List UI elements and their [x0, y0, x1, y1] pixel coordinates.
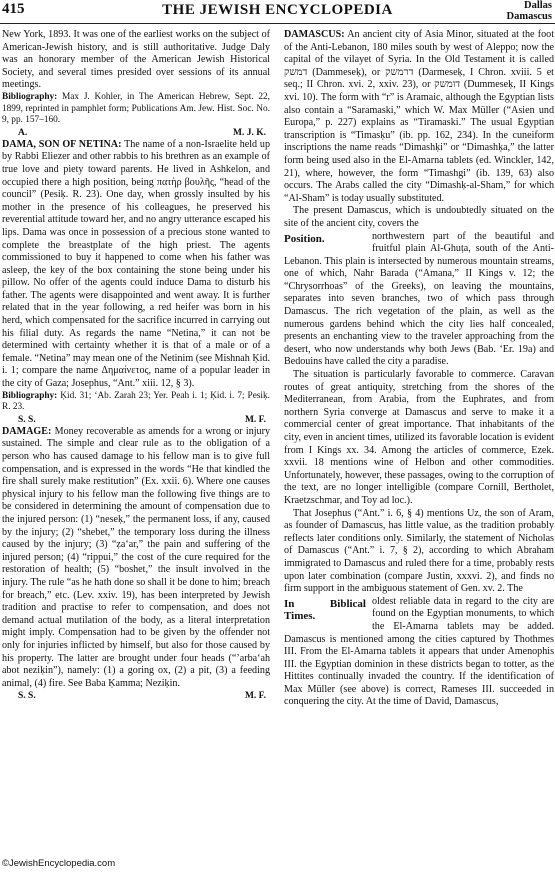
- entry-damascus: [284, 29, 554, 205]
- catchword-last: Damascus: [506, 11, 552, 22]
- bibliography-label: Bibliography:: [2, 390, 58, 401]
- entry-title-damage: DAMAGE:: [2, 425, 52, 437]
- catchword-first: Dallas: [523, 0, 552, 11]
- site-watermark: ©JewishEncyclopedia.com: [2, 858, 116, 869]
- catchwords: [506, 0, 552, 22]
- bibliography-label: Bibliography:: [2, 91, 58, 102]
- signature-right: M. F.: [244, 691, 266, 702]
- signature-right: M. F.: [244, 414, 266, 425]
- bibliography-text: Max J. Kohler, in The American Hebrew, Sept. 22, 1899, reprinted in pamphlet form; Publications Am. Jew. Hist. Soc. No. 9, pp. 157–160.: [2, 91, 270, 126]
- left-column: [2, 29, 270, 702]
- josephus-paragraph: That Josephus (“Ant.” i. 6, § 4) mentions Uz, the son of Aram, as founder of Damascus, has little value, as the tradition probably reflects later conditions only. Similarly, the statement of Nicholas of Damascus (“Ant.” i. 7, § 2), according to which Abraham immigrated to Damascus and ruled there for a time, probably rests upon later combination (compare Justin, xxxvi. 2), and finds no firm support in the ambiguous statement of Gen. xv. 2. The: [284, 507, 554, 595]
- bibliography-text: Ḳid. 31; ‘Ab. Zarah 23; Yer. Peah i. 1; Ḳid. i. 7; Pesiḳ. R. 23.: [2, 390, 270, 413]
- biblical-times-text: oldest reliable data in regard to the city are found on the Egyptian monuments, to which the El-Amarna tablets may be added. Damascus is mentioned among the cities captured by Thothmes III. From the El-Amarna tablets it appears that under Amenophis III. the Egyptian dominion in these districts began to totter, as the Hittites continually invaded the country. If the identification of Max Müller (see above) is correct, Rameses III. succeeded in conquering the city. At the time of David, Damascus,: [284, 595, 554, 708]
- signature-right: M. J. K.: [233, 127, 266, 138]
- biblical-times-paragraph: [284, 596, 554, 709]
- position-paragraph: [284, 231, 554, 370]
- running-title: THE JEWISH ENCYCLOPEDIA: [162, 2, 393, 18]
- entry-title-damascus: DAMASCUS:: [284, 29, 345, 40]
- commerce-paragraph: The situation is particularly favorable to commerce. Caravan routes of great antiquity, stretching from the shores of the Mediterranean, from Arabia, from the Euphrates, and from northern Syria converge at Damascus and serve to make it a commercial center of great importance. That inhabitants of the city, even in ancient times, utilized its favorable location is evident from I Kings xx. 34. Among the articles of commerce, Ezek. xxvii. 18 mentions wine of Helbon and other commodities. Unfortunately, however, these passages, owing to the corruption of the text, are no longer intelligible (compare Cornill, Bertholet, Kraetzschmar, and Toy ad loc.).: [284, 369, 554, 506]
- bibliography-daly: [2, 92, 270, 127]
- bibliography-dama: [2, 391, 270, 414]
- entry-damage: [2, 426, 270, 690]
- signature-left: S. S.: [18, 414, 36, 425]
- right-column: [284, 29, 554, 709]
- entry-text-dama: The name of a non-Israelite held up by Rabbi Eliezer and other rabbis to his brethren as an example of true love and piety toward parents. He lived in Ashkelon, and occupied there a high position, being πατὴρ βουλῆς, “head of the council” (Pesiḳ. R. 23). One day, when grossly insulted by his mother in the presence of his colleagues, he preserved his reverential attitude toward her, and no angry utterance escaped his lips. Dama was once in possession of a precious stone wanted to complete the breastplate of the high priest. The agents commissioned to buy it happened to come when his father was asleep, the key of the box containing the stone being under his pillow. No offer of the agents could induce Dama to disturb his father. The agents were disappointed and went away. It is further related that in the year following, a red heifer was born in his herd, which compensated for the sacrifice incurred in carrying out his filial duty. As regards the name “Netina,” it can not be determined with certainty whether it is that of a male or of a female. “Netina” may mean one of the Netinim (see Mishnah Ḳid. i. 1; compare the name Δημαίνετος, name of a popular leader in the city of Gaza; Josephus, “Ant.” xiii. 12, § 3).: [2, 138, 270, 390]
- header-rule: [0, 23, 555, 24]
- signature-dama: [2, 414, 270, 426]
- signature-damage: [2, 690, 270, 702]
- marginal-heading-position: Position.: [284, 232, 325, 245]
- signature-left: S. S.: [18, 691, 36, 702]
- entry-text-damage: Money recoverable as amends for a wrong or injury sustained. The simple and clear rule as to the obligation of a person who has caused damage to his fellow man is to give full compensation, and is expressed in the words “He that kindled the fire shall surely make restitution” (Ex. xxii. 6). Where one causes physical injury to his fellow man the following five things are to be considered in determining the amount of compensation due to the injured person: (1) “neseḳ,” the permanent loss, if any, caused by the injury; (2) “shebet,” the temporary loss during the illness caused by the injury; (3) “ẓa‘ar,” the pain and suffering of the injured person; (4) “rippui,” the cost of the cure required for the restoration of health; (5) “boshet,” the insult involved in the injury. The rule “as he hath done so shall it be done to him; breach for breach,” etc. (Lev. xxiv. 19), has been interpreted by Jewish tradition and practise to refer to compensation, and does not demand actual mutilation of the body, as a literal interpretation might imply. Compensation had to be given by the offender not only for injuries inflicted by himself, but also for those caused by his property. The latter are brought under four heads (“’arba‘ah abot neziḳin”), namely: (1) a goring ox, (2) a pit, (3) a feeding animal, (4) fire. See Baba Ḳamma; Neziḳin.: [2, 425, 270, 689]
- entry-text-damascus: An ancient city of Asia Minor, situated at the foot of the Anti-Lebanon, 180 miles south by west of Aleppo; now the capital of the vilayet of Syria. In the Old Testament it is called דמשק (Dammeseḳ), or דרמשק (Darmeseḳ, I Chron. xviii. 5 et seq.; II Chron. xvi. 2, xxiv. 23), or דומשק (Dummeseḳ, II Kings xvi. 10). The form with “r” is Aramaic, although the Egyptian lists also contain a “Saramaski,” which W. Max Müller (“Asien und Europa,” p. 227) explains as “Tiramaski.” The usual Egyptian transcription is “Timasḳu” (ib. pp. 162, 234). In the cuneiform inscriptions the name reads “Dimashḳi” or “Dimashḳa,” the latter form being used also in the El-Amarna tablets (ed. Winckler, 142, 21), where, however, the form “Timashgi” (ib. 139, 63) also occurs. The Arabs called the city “Dimashḳ-al-Sham,” for which “Al-Sham” is today usually substituted.: [284, 29, 554, 204]
- signature-daly: [2, 127, 270, 139]
- continuation-paragraph: New York, 1893. It was one of the earliest works on the subject of American-Jewish history, and is still authoritative. Judge Daly was an honorary member of the American Jewish Historical Society, and several times presided over sessions of its annual meetings.: [2, 29, 270, 91]
- position-intro: The present Damascus, which is undoubtedly situated on the site of the ancient city, covers the: [284, 205, 554, 229]
- position-text: northwestern part of the beautiful and fruitful plain Al-Ghuṭa, south of the Anti-Lebanon. This plain is intersected by numerous mountain streams, one of which, Nahr Barada (“Amana,” II Kings v. 12; the “Chrysorrhoas” of the Greeks), on leaving the mountains, separates into seven branches, two of which pass through Damascus. The rich vegetation of the plain, as well as the numerous gardens behind which the city lies half concealed, presents an enchanting view to the traveler approaching from the desert, who now understands why both Jews (Bab. ‘Er. 19a) and Bedouins have called the city a paradise.: [284, 230, 554, 368]
- signature-left: A.: [18, 127, 28, 138]
- entry-dama: [2, 139, 270, 391]
- page-number: 415: [2, 1, 25, 17]
- page-header: [0, 0, 555, 22]
- marginal-heading-biblical-times: In Biblical Times.: [284, 597, 366, 623]
- entry-title-dama: DAMA, SON OF NETINA:: [2, 138, 122, 150]
